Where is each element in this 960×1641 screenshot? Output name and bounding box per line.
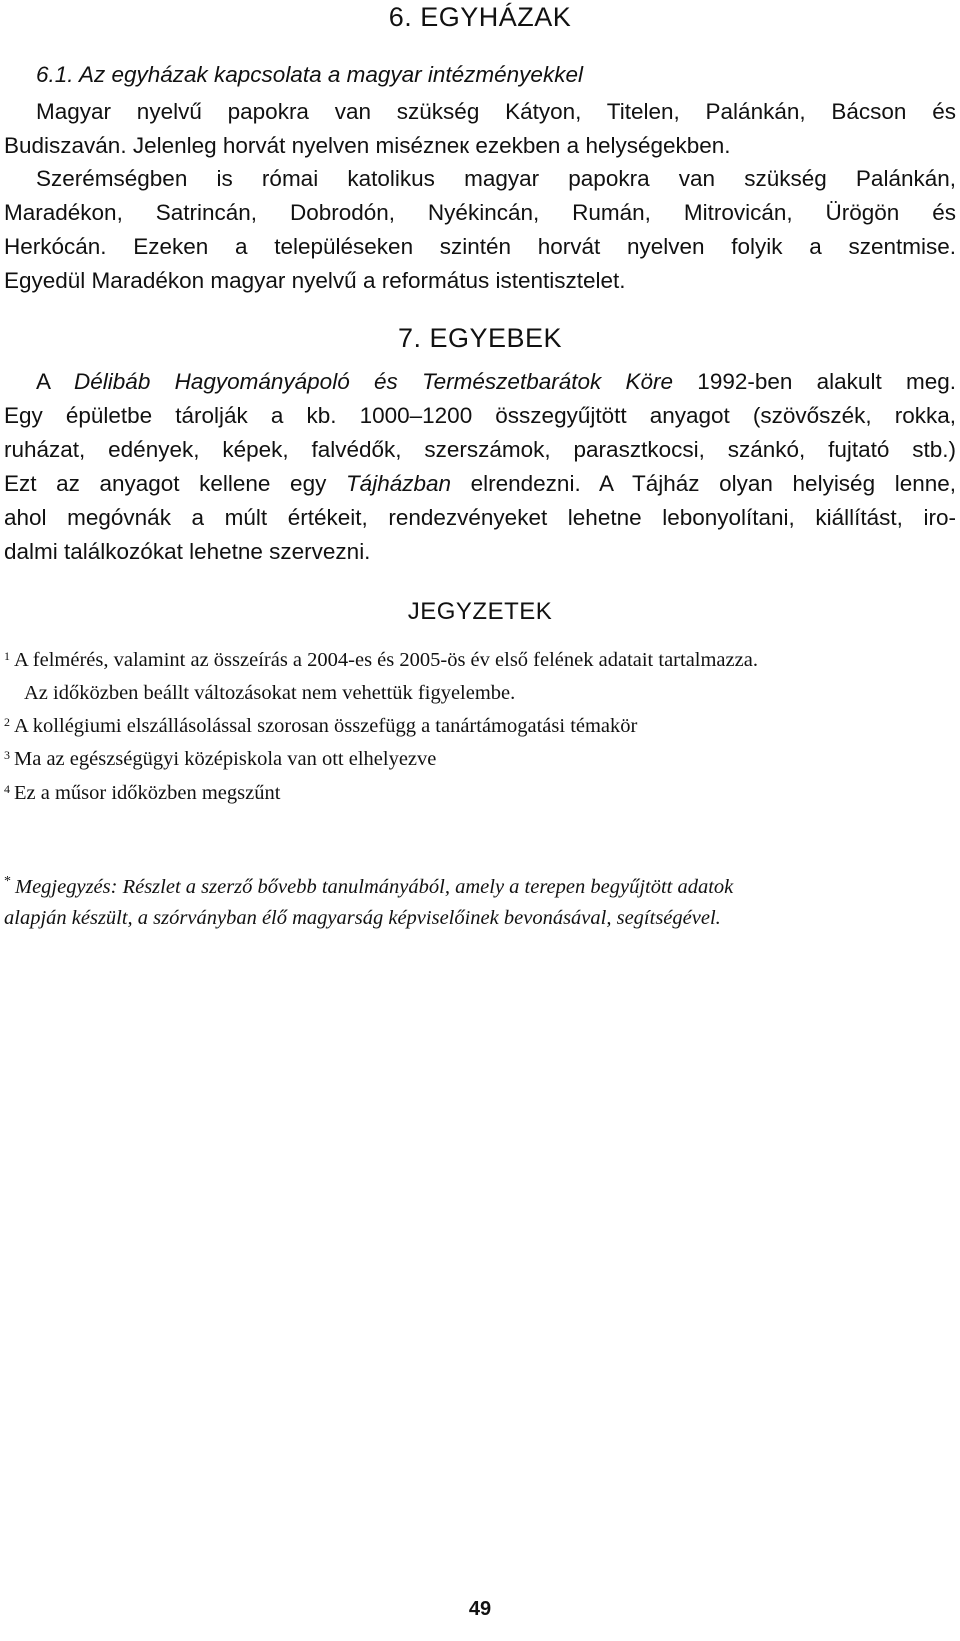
section-7-heading: 7. EGYEBEK [397, 323, 563, 353]
footnote-mark: 4 [4, 782, 10, 796]
paragraph-line: Magyar nyelvű papokra van szükség Kátyon, Titelen, Palánkán, Bácson és [36, 99, 956, 124]
footnote-mark: 2 [4, 715, 10, 729]
organization-name: Délibáb Hagyományápoló és Természetbarátok Köre [74, 369, 674, 394]
paragraph-line [4, 473, 956, 496]
footnote-text: A kollégiumi elszállásolással szorosan összefügg a tanártámogatási témakör [14, 715, 638, 737]
footnote-mark: 3 [4, 748, 10, 762]
notes-heading: JEGYZETEK [407, 598, 553, 625]
paragraph-line: Egyedül Maradékon magyar nyelvű a református istentisztelet. [4, 268, 626, 293]
footnote-text: Az időközben beállt változásokat nem vehettük figyelembe. [24, 682, 516, 704]
footnote-item [4, 783, 280, 804]
footnote-text: Ez a műsor időközben megszűnt [14, 782, 281, 804]
section-6-heading: 6. EGYHÁZAK [388, 2, 572, 32]
page-number: 49 [468, 1598, 492, 1620]
text-run: Ezt az anyagot kellene egy [4, 471, 346, 496]
footnote-item [4, 749, 436, 770]
footnote-item [4, 716, 637, 737]
paragraph-line: Budiszaván. Jelenleg horvát nyelven misézneк ezekben a helységekben. [4, 133, 731, 158]
paragraph-line: ruházat, edények, képek, falvédők, szerszámok, parasztkocsi, szánkó, fujtató stb.) [4, 437, 956, 462]
section-6-1-subheading: 6.1. Az egyházak kapcsolata a magyar intézményekkel [36, 62, 583, 87]
footnote-mark: 1 [4, 649, 10, 663]
remark-text: Megjegyzés: Részlet a szerző bővebb tanulmányából, amely a terepen begyűjtött adatok [15, 876, 734, 898]
remark-mark: * [4, 874, 11, 889]
text-run: A [36, 369, 75, 394]
paragraph-line: Egy épületbe tárolják a kb. 1000–1200 összegyűjtött anyagot (szövőszék, rokka, [4, 403, 956, 428]
paragraph-line [36, 371, 956, 394]
tajhaz-term: Tájházban [345, 471, 452, 496]
paragraph-line: ahol megóvnák a múlt értékeit, rendezvényeket lehetne lebonyolítani, kiállítást, iro- [4, 505, 956, 530]
paragraph-line: Szerémségben is római katolikus magyar papokra van szükség Palánkán, [36, 166, 956, 191]
remark-line: alapján készült, a szórványban élő magyarság képviselőinek bevonásával, segítségével. [4, 907, 721, 929]
footnote-item [4, 650, 758, 671]
footnote-continuation [24, 683, 515, 704]
paragraph-line: Maradékon, Satrincán, Dobrodón, Nyékincán, Rumán, Mitrovicán, Ürögön és [4, 200, 956, 225]
remark-line [4, 875, 954, 898]
footnote-text: A felmérés, valamint az összeírás a 2004-es és 2005-ös év első felének adatait tartalmazza. [14, 649, 758, 671]
text-run: 1992-ben alakult meg. [673, 369, 956, 394]
footnote-text: Ma az egészségügyi középiskola van ott elhelyezve [14, 748, 437, 770]
text-run: elrendezni. A Tájház olyan helyiség lenne, [451, 471, 956, 496]
paragraph-line: dalmi találkozókat lehetne szervezni. [4, 539, 371, 564]
paragraph-line: Herkócán. Ezeken a településeken szintén horvát nyelven folyik a szentmise. [4, 234, 956, 259]
